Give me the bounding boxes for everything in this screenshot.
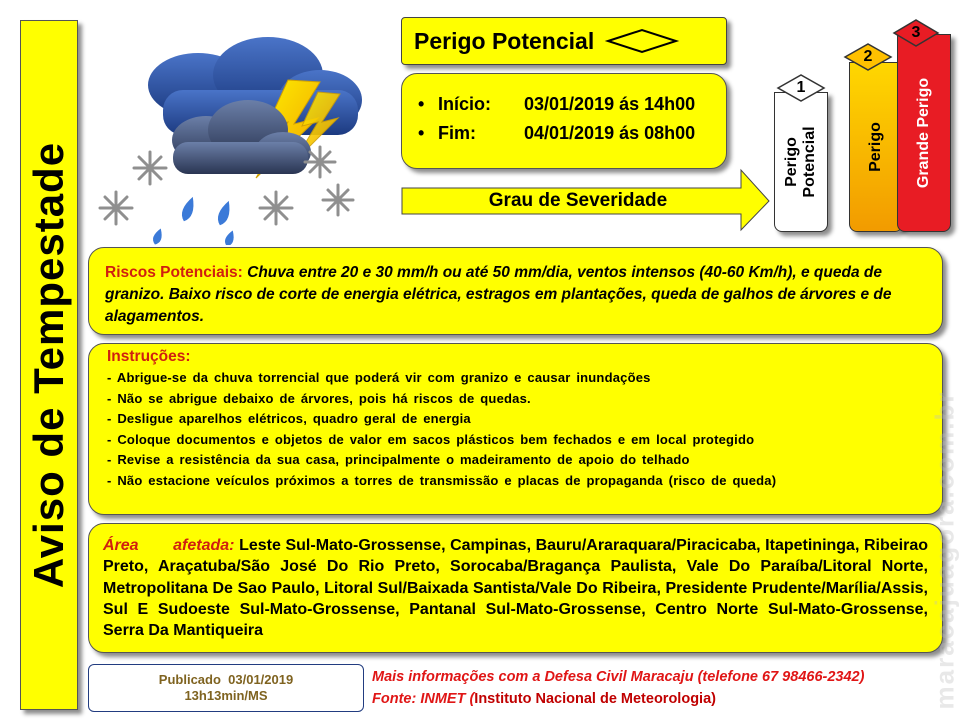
affected-area-text: Leste Sul-Mato-Grossense, Campinas, Bauru/Araraquara/Piracicaba, Itapetininga, Ribeirao Preto, Araçatuba/São José Do Rio Preto, Sorocaba/Bragança Paulista, Vale Do Paraíba/Litoral Norte, Metropolitana De Sao Paulo, Litoral Sul/Baixada Santista/Vale Do Ribeira, Presidente Prudente/Marília/Assis, Sul E Sudoeste Sul-Mato-Grossense, Pantanal Sul-Mato-Grossense, Centro Norte Sul-Mato-Grossense, Serra Da Mantiqueira xyxy=(103,537,929,640)
level-3-number: 3 xyxy=(911,24,921,41)
level-1-text xyxy=(783,126,819,197)
dates-box xyxy=(401,73,727,169)
level-2-diamond xyxy=(843,42,893,72)
alert-title: Perigo Potencial xyxy=(414,27,595,54)
level-2-text: Perigo xyxy=(867,122,884,172)
storm-cloud-icon xyxy=(88,30,388,245)
risks-text: Chuva entre 20 e 30 mm/h ou até 50 mm/dia, ventos intensos (40-60 Km/h), e queda de granizo. Baixo risco de corte de energia elétrica, estragos em plantações, queda de galhos de árvores e de alagamentos. xyxy=(105,264,892,325)
instruction-item: - Não se abrigue debaixo de árvores, pois há riscos de quedas. xyxy=(107,390,531,406)
published-box xyxy=(88,664,364,712)
severity-label: Grau de Severidade xyxy=(488,190,668,211)
start-value: 03/01/2019 ás 14h00 xyxy=(524,94,696,114)
end-value: 04/01/2019 ás 08h00 xyxy=(524,123,696,143)
instruction-item: - Revise a resistência da sua casa, principalmente o madeiramento de apoio do telhado xyxy=(107,452,690,467)
level-1-line1: Perigo xyxy=(783,137,800,187)
alert-title-box xyxy=(401,17,727,65)
diamond-icon xyxy=(604,27,680,55)
level-1-number: 1 xyxy=(796,79,806,96)
source-prefix: Fonte: INMET ( xyxy=(372,691,475,707)
source-name: Instituto Nacional de Meteorologia) xyxy=(474,691,716,707)
instructions-label: Instruções: xyxy=(107,348,191,365)
end-label: Fim: xyxy=(438,123,476,143)
level-2-number: 2 xyxy=(863,48,873,65)
level-3-diamond xyxy=(892,18,940,48)
end-row: • Fim: 04/01/2019 ás 08h00 xyxy=(418,123,696,143)
instruction-item: - Não estacione veículos próximos a torres de transmissão e placas de propaganda (risco de queda) xyxy=(107,472,777,488)
level-3-text: Grande Perigo xyxy=(915,77,932,189)
level-1-diamond xyxy=(776,73,826,103)
published-date: Publicado 03/01/2019 xyxy=(158,672,294,687)
published-time: 13h13min/MS xyxy=(184,688,268,703)
raindrop-icon xyxy=(151,195,236,245)
watermark-text: maracajuagora.com.br xyxy=(929,390,960,710)
risks-label: Riscos Potenciais: xyxy=(105,264,243,281)
watermark xyxy=(929,390,960,710)
side-title-text: Aviso de Tempestade xyxy=(25,141,72,589)
instruction-item: - Coloque documentos e objetos de valor em sacos plásticos bem fechados e em local protegido xyxy=(107,431,755,447)
start-row: • Início: 03/01/2019 ás 14h00 xyxy=(418,94,696,114)
instructions-panel xyxy=(88,343,943,515)
affected-area-panel xyxy=(88,523,943,653)
instruction-item: - Desligue aparelhos elétricos, quadro geral de energia xyxy=(107,411,471,426)
level-1-line2: Potencial xyxy=(801,126,818,198)
source-line xyxy=(372,688,947,710)
level-2-bar xyxy=(849,62,903,232)
start-label: Início: xyxy=(438,94,491,114)
side-title-bar xyxy=(20,20,78,710)
level-3-bar xyxy=(897,34,951,232)
level-1-bar xyxy=(774,92,828,232)
more-info-text: Mais informações com a Defesa Civil Maracaju (telefone 67 98466-2342) xyxy=(372,669,865,685)
footer xyxy=(372,666,947,710)
risks-panel xyxy=(88,247,943,335)
instruction-item: - Abrigue-se da chuva torrencial que poderá vir com granizo e causar inundações xyxy=(107,370,651,385)
affected-area-label: Área afetada: xyxy=(103,537,235,554)
